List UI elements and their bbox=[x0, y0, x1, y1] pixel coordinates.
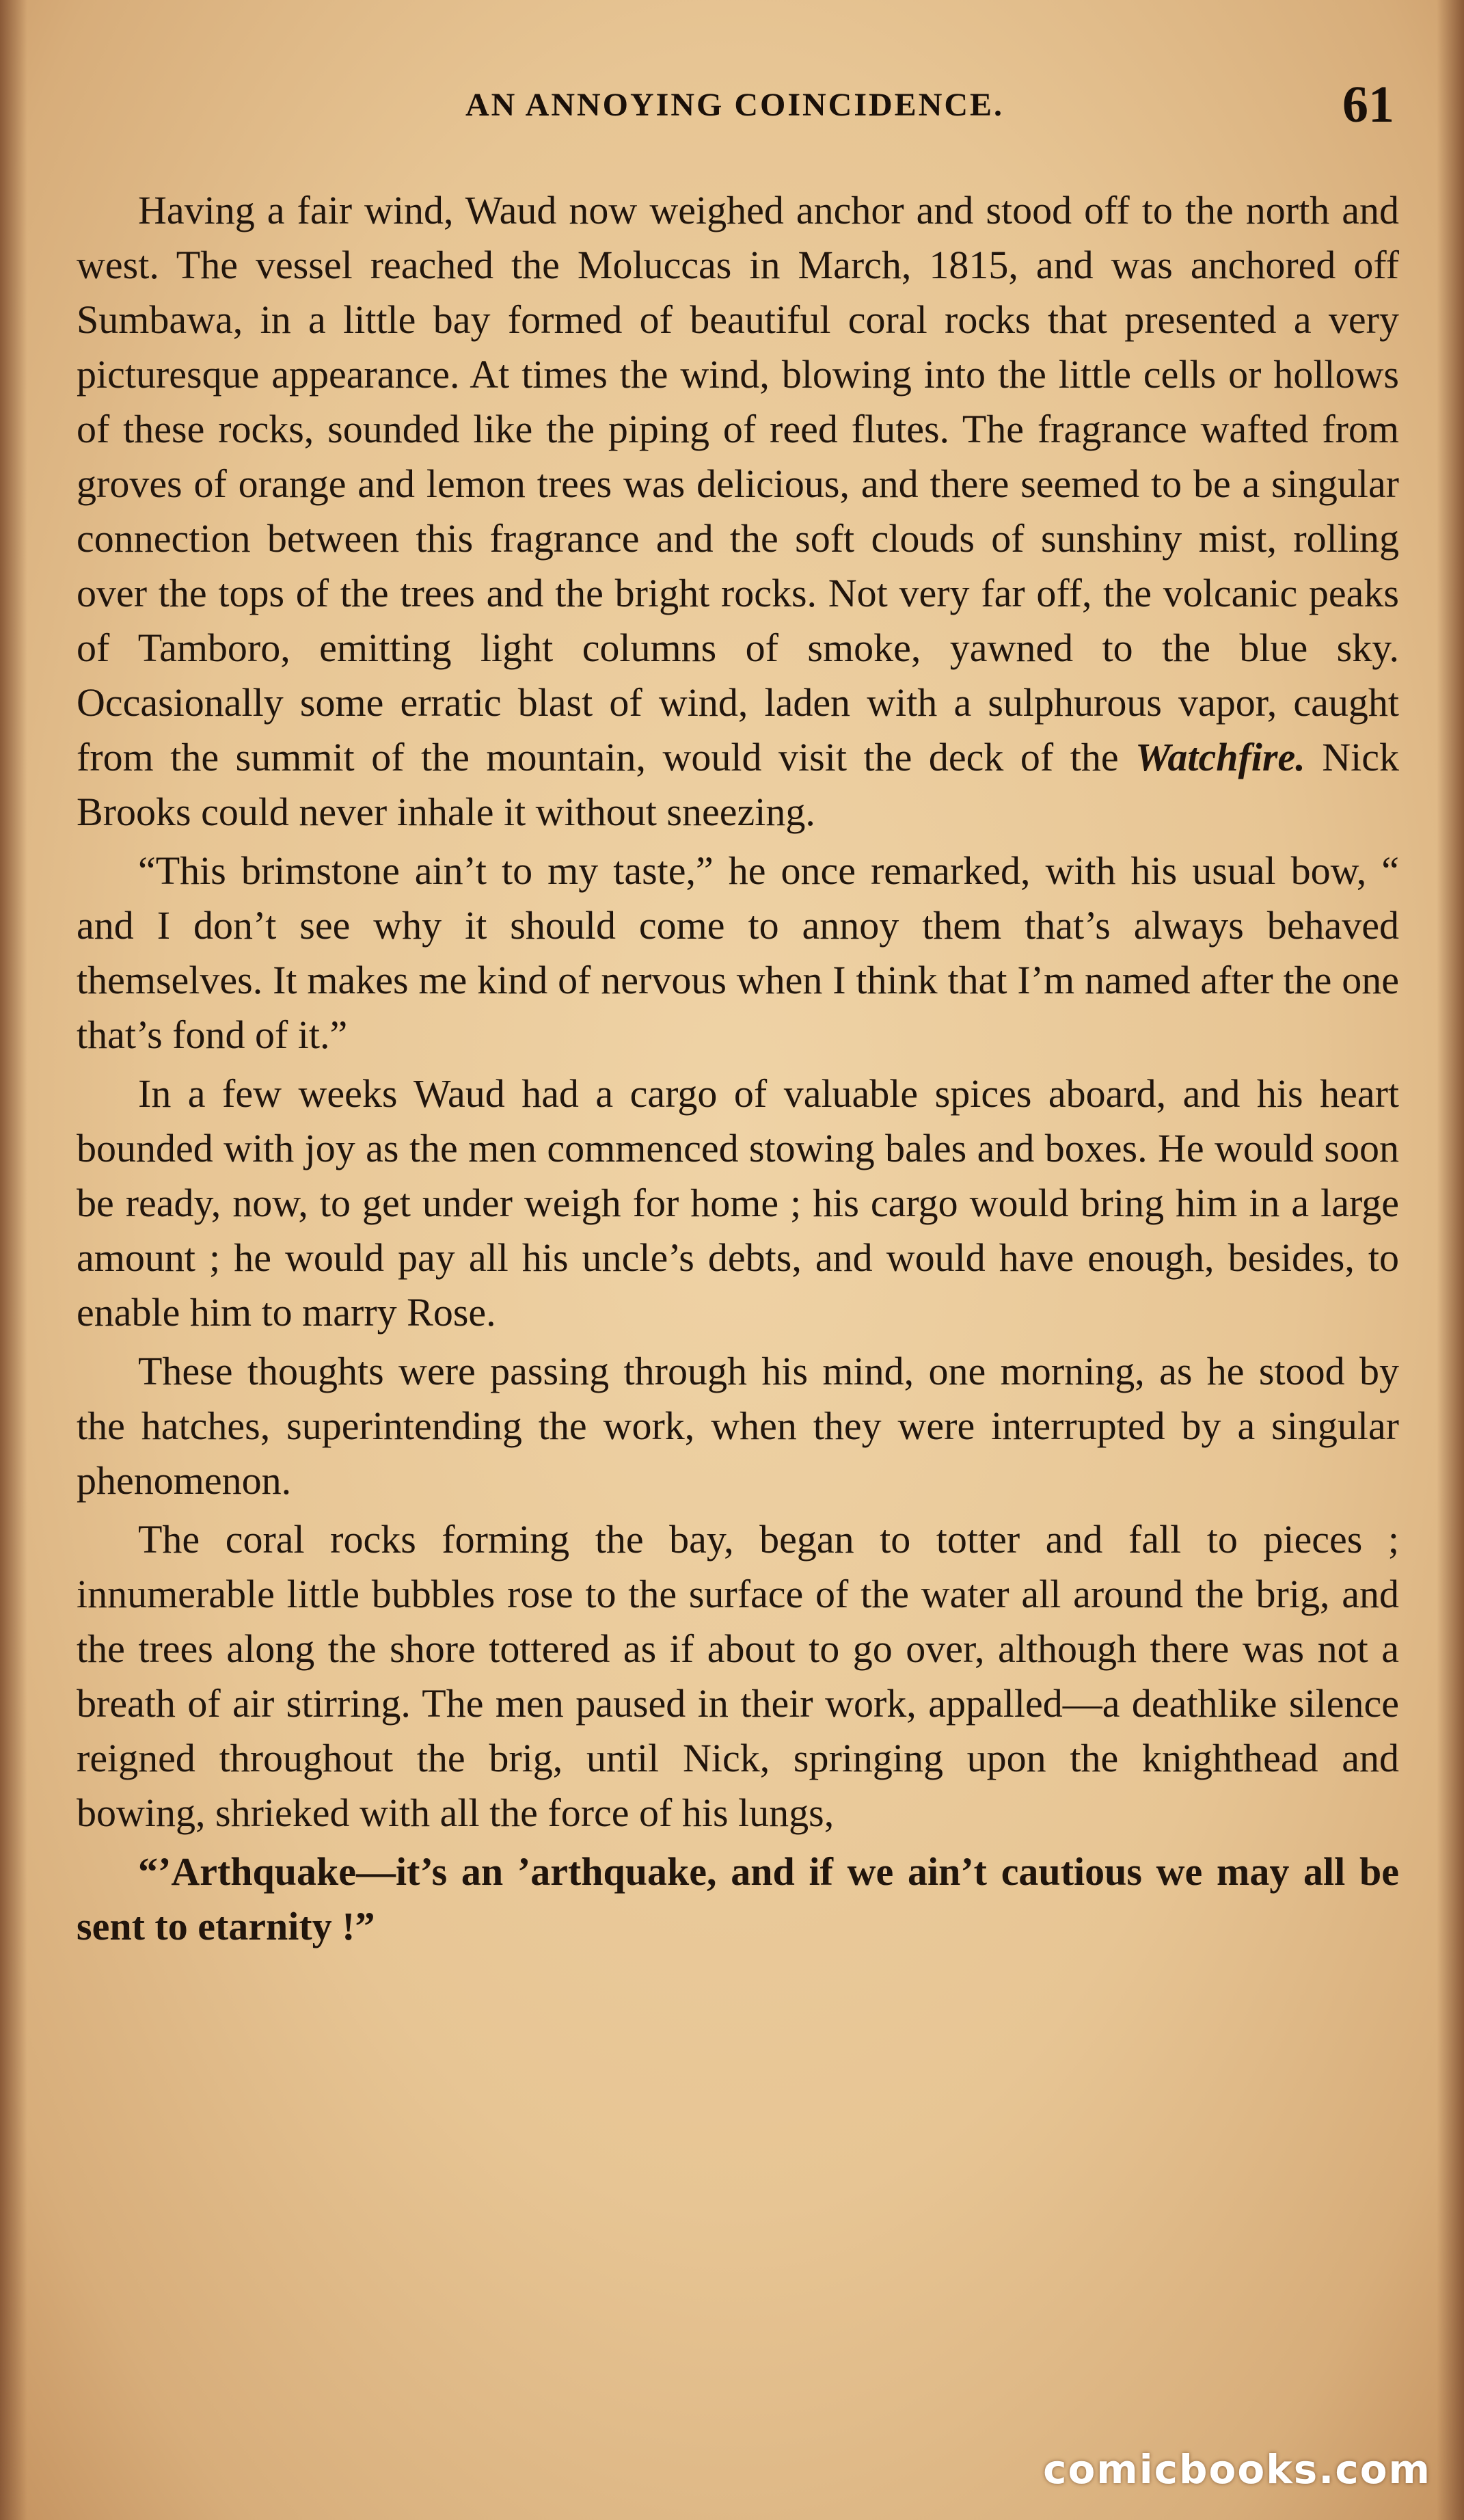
page-edge-right bbox=[1437, 0, 1464, 2520]
ship-name: Watchfire. bbox=[1135, 735, 1305, 779]
watermark: comicbooks.com bbox=[1043, 2446, 1431, 2493]
page-header bbox=[75, 76, 1394, 135]
paragraph: The coral rocks forming the bay, began to totter and fall to pieces ; innumerable little bubbles rose to the surface of the water all around the brig, and the trees along the shore tottered as if about to go over, although there was not a breath of air stirring. The men paused in their work, appalled—a deathlike silence reigned throughout the brig, until Nick, springing upon the knighthead and bowing, shrieked with all the force of his lungs, bbox=[77, 1517, 1399, 1835]
running-title: AN ANNOYING COINCIDENCE. bbox=[465, 87, 1005, 123]
paragraph: “This brimstone ain’t to my taste,” he once remarked, with his usual bow, “ and I don’t see why it should come to annoy them that’s always behaved themselves. It makes me kind of nervous when I think that I’m named after the one that’s fond of it.” bbox=[77, 848, 1399, 1057]
paragraph-text: Having a fair wind, Waud now weighed anchor and stood off to the north and west. The vessel reached the Moluccas in March, 1815, and was anchored off Sumbawa, in a little bay formed of beautiful coral rocks that presented a very picturesque appearance. At times the wind, blowing into the little cells or hollows of these rocks, sounded like the piping of reed flutes. The fragrance wafted from groves of orange and lemon trees was delicious, and there seemed to be a singular connection between this fragrance and the soft clouds of sunshiny mist, rolling over the tops of the trees and the bright rocks. Not very far off, the volcanic peaks of Tamboro, emitting light columns of smoke, yawned to the blue sky. Occasionally some erratic blast of wind, laden with a sulphurous vapor, caught from the summit of the mountain, would visit the deck of the bbox=[77, 188, 1399, 779]
paragraph bbox=[77, 183, 1399, 840]
paragraph: “’Arthquake—it’s an ’arthquake, and if we ain’t cautious we may all be sent to etarnity !” bbox=[77, 1849, 1399, 1948]
paragraph: In a few weeks Waud had a cargo of valuable spices aboard, and his heart bounded with joy as the men commenced stowing bales and boxes. He would soon be ready, now, to get under weigh for home ; his cargo would bring him in a large amount ; he would pay all his uncle’s debts, and would have enough, besides, to enable him to marry Rose. bbox=[77, 1071, 1399, 1335]
page-number: 61 bbox=[1342, 76, 1394, 133]
paragraph: These thoughts were passing through his mind, one morning, as he stood by the hatches, superintending the work, when they were interrupted by a singular phenomenon. bbox=[77, 1349, 1399, 1503]
page-edge-left bbox=[0, 0, 27, 2520]
paragraph-text: Nick Brooks could never inhale it without sneezing. bbox=[77, 735, 1400, 834]
body-text bbox=[77, 183, 1399, 1958]
